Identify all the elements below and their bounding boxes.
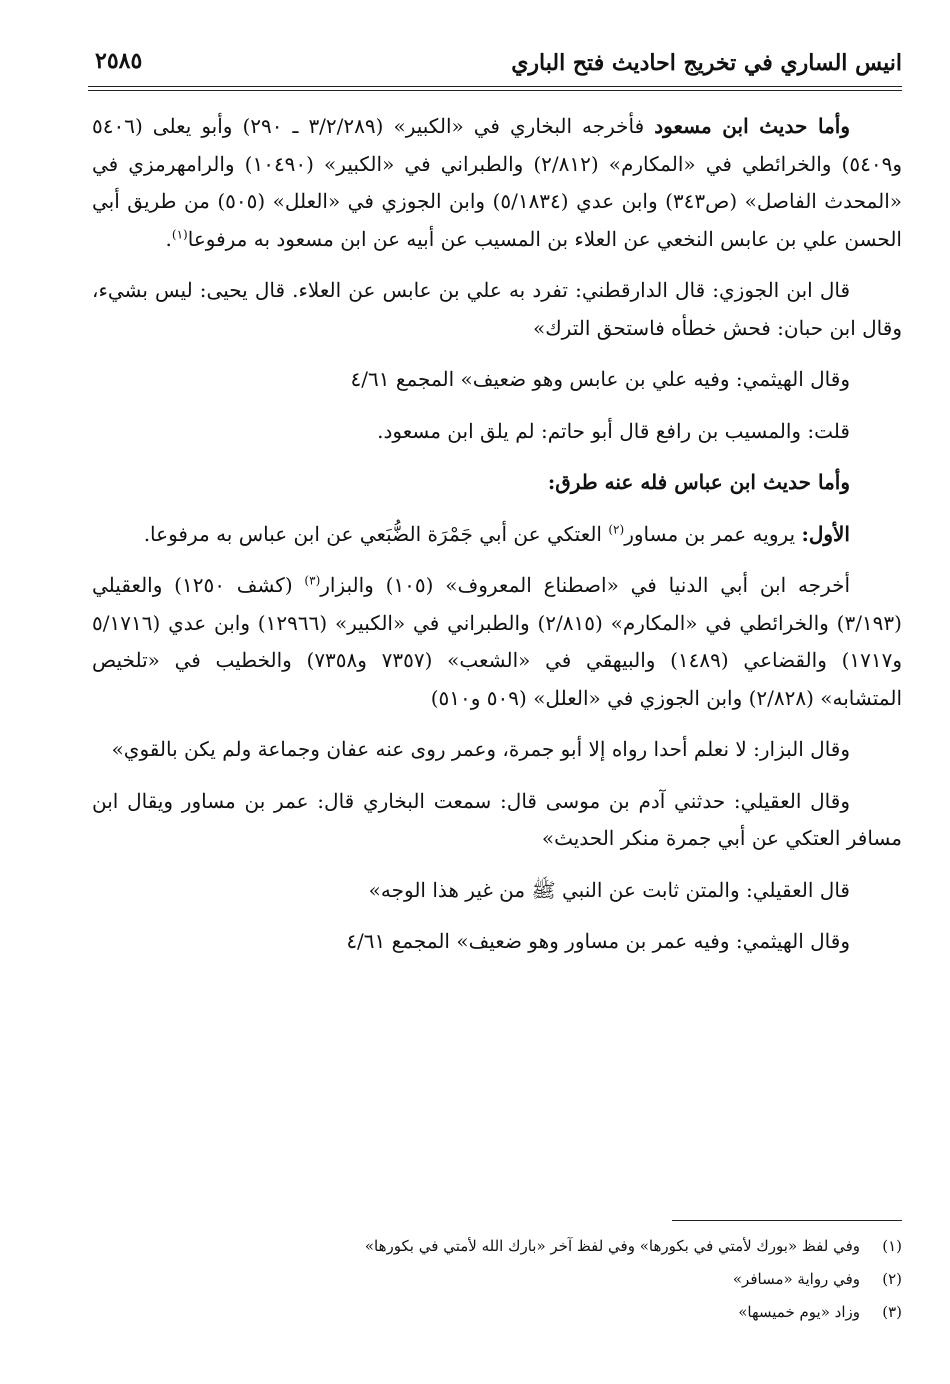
main-text <box>92 108 902 975</box>
footnote-text: وفي لفظ «بورك لأمتي في بكورها» وفي لفظ آخر «بارك الله لأمتي في بكورها» <box>364 1237 860 1255</box>
footnotes <box>200 1230 902 1329</box>
paragraph-tail: العتكي عن أبي جَمْرَة الضُّبَعي عن ابن عباس به مرفوعا. <box>143 521 609 546</box>
footnote-divider <box>672 1220 902 1221</box>
paragraph-text: قال ابن الجوزي: قال الدارقطني: تفرد به علي بن عابس عن العلاء. قال يحيى: ليس بشيء، وقال ابن حبان: فحش خطأه فاستحق الترك» <box>92 278 902 340</box>
paragraph-lead: وأما حديث ابن مسعود <box>654 114 850 138</box>
paragraph-uqayli-matn <box>92 872 902 910</box>
paragraph-tail: (كشف ١٢٥٠) والعقيلي (٣/١٩٣) والخرائطي في «المكارم» (٢/٨١٥) والطبراني في «الكبير» (١٢٩٦٦) وابن عدي (٥/١٧١٦ و١٧١٧) والقضاعي (١٤٨٩) والبيهقي في «الشعب» (٧٣٥٧ و٧٣٥٨) والخطيب في «تلخيص المتشابه» (٢/٨٢٨) وابن الجوزي في «العلل» (٥٠٩ و٥١٠) <box>92 573 903 710</box>
paragraph-text: فأخرجه البخاري في «الكبير» (٣/٢/٢٨٩ ـ ٢٩٠) وأبو يعلى (٥٤٠٦ و٥٤٠٩) والخرائطي في «المكارم» (٢/٨١٢) والطبراني في «الكبير» (١٠٤٩٠) والرامهرمزي في «المحدث الفاصل» (ص٣٤٣) وابن عدي (٥/١٨٣٤) وابن الجوزي في «العلل» (٥٠٥) من طريق أبي الحسن علي بن عابس النخعي عن العلاء بن المسيب عن أبيه عن ابن مسعود به مرفوعا <box>92 114 902 251</box>
footnote-number: (١) <box>882 1237 902 1255</box>
paragraph-bazzar <box>92 731 902 769</box>
paragraph-text: وقال الهيثمي: وفيه علي بن عابس وهو ضعيف» المجمع ٤/٦١ <box>350 367 850 391</box>
page-number: ٢٥٨٥ <box>95 48 143 74</box>
paragraph-uqayli <box>92 783 902 858</box>
paragraph-first-route <box>92 516 902 554</box>
paragraph-text: قلت: والمسيب بن رافع قال أبو حاتم: لم يلق ابن مسعود. <box>377 418 850 443</box>
paragraph-text: أخرجه ابن أبي الدنيا في «اصطناع المعروف» (١٠٥) والبزار <box>320 573 851 597</box>
paragraph-text: يرويه عمر بن مساور <box>624 521 802 546</box>
footnote-marker[interactable]: (٣) <box>304 573 321 588</box>
footnote-number: (٣) <box>882 1303 902 1321</box>
paragraph-haythami-2 <box>92 923 902 961</box>
paragraph-text: قال العقيلي: والمتن ثابت عن النبي ﷺ من غير هذا الوجه» <box>368 877 850 902</box>
paragraph-qultu <box>92 413 902 451</box>
paragraph-text: وقال الهيثمي: وفيه عمر بن مساور وهو ضعيف» المجمع ٤/٦١ <box>346 929 850 953</box>
header-divider <box>88 86 902 91</box>
footnote-marker[interactable]: (٢) <box>608 521 625 536</box>
paragraph-takhrij <box>92 567 902 717</box>
footnote-marker[interactable]: (١) <box>171 226 188 241</box>
paragraph-ibn-abbas-heading <box>92 464 902 502</box>
paragraph-lead: الأول: <box>801 521 850 546</box>
running-header-title: انيس الساري في تخريج احاديث فتح الباري <box>511 50 902 76</box>
paragraph-ibn-jawzi <box>92 272 902 347</box>
paragraph-ibn-masud <box>92 108 902 258</box>
paragraph-text: وقال البزار: لا نعلم أحدا رواه إلا أبو جمرة، وعمر روى عنه عفان وجماعة ولم يكن بالقوي» <box>111 737 850 761</box>
footnote-item <box>200 1296 902 1329</box>
section-heading: وأما حديث ابن عباس فله عنه طرق: <box>547 470 850 494</box>
paragraph-haythami-1 <box>92 361 902 399</box>
footnote-item <box>200 1230 902 1263</box>
paragraph-text: وقال العقيلي: حدثني آدم بن موسى قال: سمعت البخاري قال: عمر بن مساور ويقال ابن مسافر العتكي عن أبي جمرة منكر الحديث» <box>92 788 902 850</box>
footnote-item <box>200 1263 902 1296</box>
paragraph-tail: . <box>165 226 172 251</box>
footnote-number: (٢) <box>882 1270 902 1288</box>
footnote-text: وفي رواية «مسافر» <box>732 1270 860 1288</box>
footnote-text: وزاد «يوم خميسها» <box>738 1303 860 1321</box>
